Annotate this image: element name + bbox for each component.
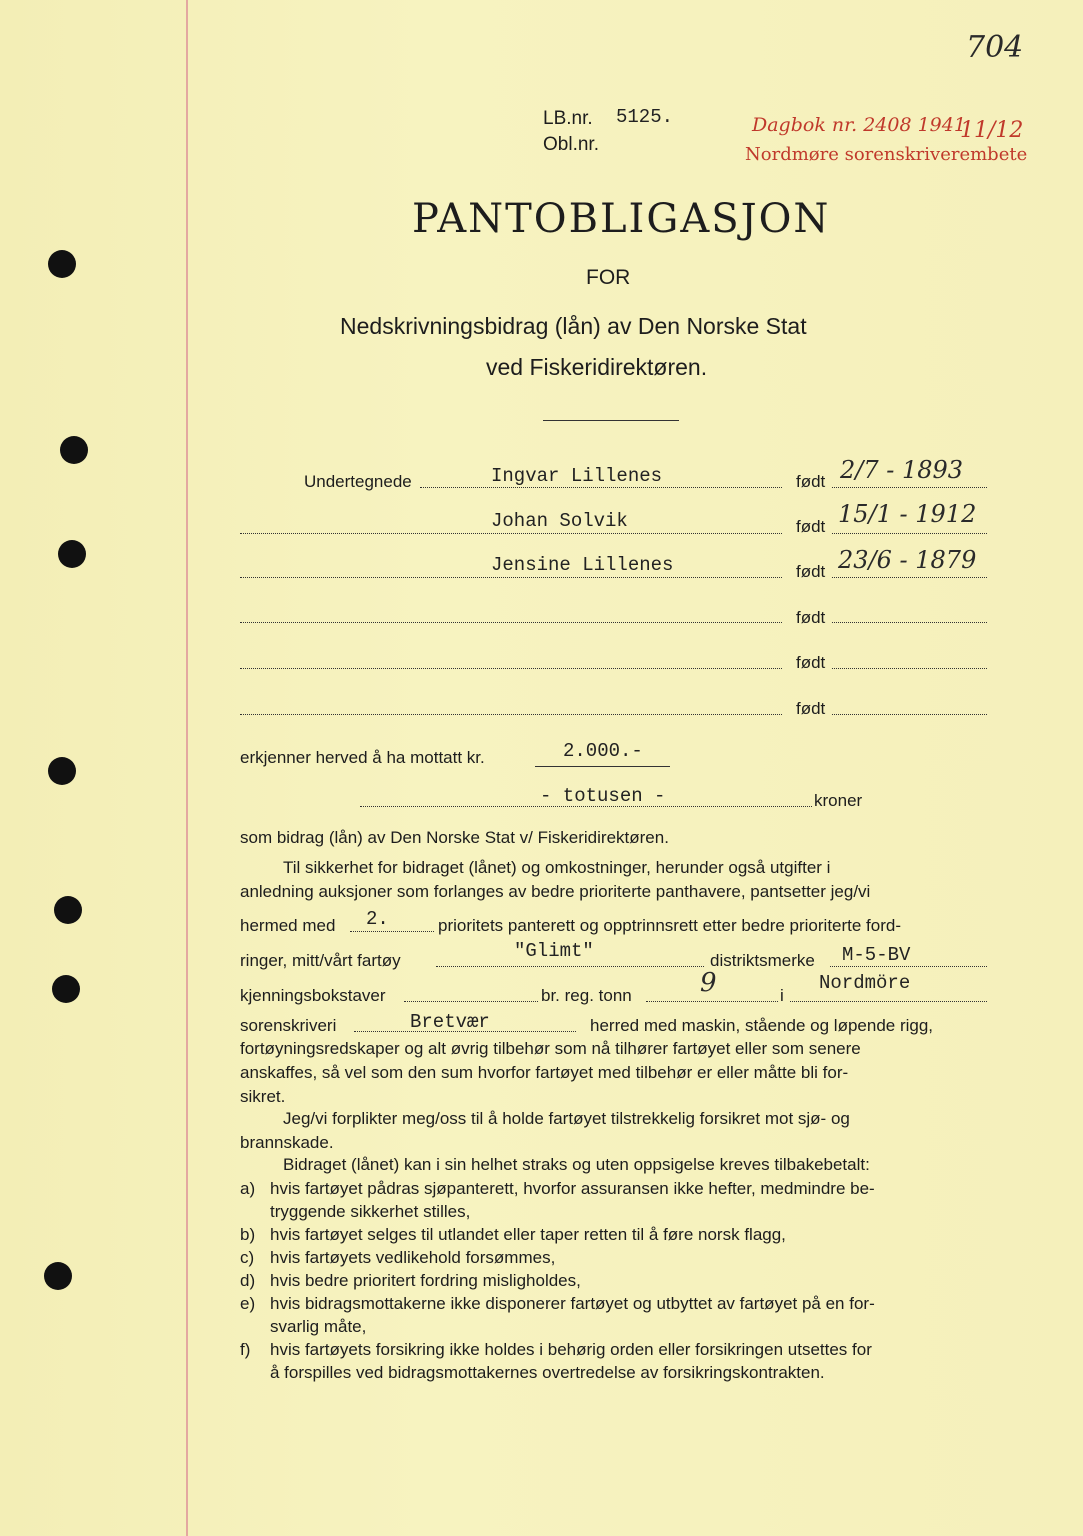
- punch-hole: [48, 250, 76, 278]
- dotted-line: [420, 487, 782, 488]
- margin-line: [186, 0, 188, 1536]
- sikkerhet-line7: anskaffes, så vel som den sum hvorfor fartøyet med tilbehør er eller måtte bli for-: [240, 1063, 849, 1082]
- distrikt-value: M-5-BV: [842, 944, 911, 966]
- punch-hole: [48, 757, 76, 785]
- punch-hole: [58, 540, 86, 568]
- list-item-cont: tryggende sikkerhet stilles,: [270, 1202, 471, 1221]
- born-date: 2/7 - 1893: [840, 456, 964, 484]
- born-label: født: [796, 653, 826, 672]
- list-letter: f): [240, 1340, 251, 1359]
- ringer-label: ringer, mitt/vårt fartøy: [240, 951, 401, 970]
- priority-value: 2.: [366, 908, 389, 930]
- dotted-line: [790, 1001, 987, 1002]
- list-item: hvis fartøyets vedlikehold forsømmes,: [270, 1248, 556, 1267]
- dotted-line: [832, 533, 987, 534]
- list-item: hvis fartøyets forsikring ikke holdes i behørig orden eller forsikringen utsettes for: [270, 1340, 872, 1359]
- dotted-line: [832, 577, 987, 578]
- dotted-line: [832, 487, 987, 488]
- dagbok-stamp: Dagbok nr. 2408 1941: [752, 114, 966, 136]
- forplikter-line2: brannskade.: [240, 1133, 334, 1152]
- dotted-line: [436, 966, 704, 967]
- kjenn-label: kjenningsbokstaver: [240, 986, 386, 1005]
- sikkerhet-line6: fortøyningsredskaper og alt øvrig tilbehør som nå tilhører fartøyet eller som senere: [240, 1039, 861, 1058]
- born-date: 23/6 - 1879: [838, 546, 977, 574]
- hermed-label: hermed med: [240, 916, 336, 935]
- lb-nr-value: 5125.: [616, 106, 674, 128]
- subtitle-line2: ved Fiskeridirektøren.: [486, 354, 708, 380]
- tonn-value: 9: [700, 968, 717, 998]
- brreg-label: br. reg. tonn: [541, 986, 632, 1005]
- herred-value: Bretvær: [410, 1011, 490, 1033]
- list-item: hvis fartøyet selges til utlandet eller taper retten til å føre norsk flagg,: [270, 1225, 786, 1244]
- distrikt-label: distriktsmerke: [710, 951, 815, 970]
- punch-hole: [44, 1262, 72, 1290]
- dotted-line: [646, 1001, 778, 1002]
- dotted-line: [240, 577, 782, 578]
- list-item-cont: å forspilles ved bidragsmottakernes overtredelse av forsikringskontrakten.: [270, 1363, 825, 1382]
- born-date: 15/1 - 1912: [838, 500, 977, 528]
- office-stamp: Nordmøre sorenskriverembete: [745, 144, 1028, 165]
- list-letter: a): [240, 1179, 256, 1198]
- forplikter-line1: Jeg/vi forplikter meg/oss til å holde fartøyet tilstrekkelig forsikret mot sjø- og: [283, 1109, 850, 1128]
- signatory-name: Johan Solvik: [491, 510, 628, 532]
- lb-nr-label: LB.nr.: [543, 108, 593, 129]
- list-letter: b): [240, 1225, 256, 1244]
- vessel-name: "Glimt": [514, 940, 594, 962]
- list-item: hvis fartøyet pådras sjøpanterett, hvorfor assuransen ikke hefter, medmindre be-: [270, 1179, 875, 1198]
- born-label: født: [796, 472, 826, 491]
- signatory-name: Ingvar Lillenes: [491, 465, 663, 487]
- bidrag-line: som bidrag (lån) av Den Norske Stat v/ Fiskeridirektøren.: [240, 828, 669, 847]
- for-label: FOR: [586, 266, 631, 289]
- sikkerhet-line3: prioritets panterett og opptrinnsrett etter bedre prioriterte ford-: [438, 916, 902, 935]
- born-label: født: [796, 608, 826, 627]
- punch-hole: [60, 436, 88, 464]
- herred-rest: herred med maskin, stående og løpende rigg,: [590, 1016, 934, 1035]
- punch-hole: [54, 896, 82, 924]
- born-label: født: [796, 517, 826, 536]
- amount-value: 2.000.-: [563, 740, 643, 762]
- sikkerhet-line2: anledning auksjoner som forlanges av bedre prioriterte panthavere, pantsetter jeg/vi: [240, 882, 871, 901]
- list-item: hvis bedre prioritert fordring misligholdes,: [270, 1271, 581, 1290]
- page-title: PANTOBLIGASJON: [412, 196, 831, 242]
- kroner-label: kroner: [814, 791, 863, 810]
- punch-hole: [52, 975, 80, 1003]
- page-number: 704: [966, 30, 1024, 65]
- amount-underline: [535, 766, 670, 767]
- list-letter: d): [240, 1271, 256, 1290]
- subtitle-line1: Nedskrivningsbidrag (lån) av Den Norske Stat: [340, 313, 807, 339]
- signatories-label: Undertegnede: [304, 472, 412, 491]
- i-label: i: [780, 986, 784, 1005]
- acknowledge-text: erkjenner herved å ha mottatt kr.: [240, 748, 485, 767]
- list-item-cont: svarlig måte,: [270, 1317, 367, 1336]
- stamp-date: 11/12: [960, 118, 1024, 143]
- soren-label: sorenskriveri: [240, 1016, 337, 1035]
- title-divider: [543, 420, 679, 421]
- dotted-line: [350, 931, 434, 932]
- dotted-line: [240, 533, 782, 534]
- dotted-line: [404, 1001, 538, 1002]
- dotted-line: [830, 966, 987, 967]
- dotted-line: [832, 622, 987, 623]
- list-letter: e): [240, 1294, 256, 1313]
- list-item: hvis bidragsmottakerne ikke disponerer fartøyet og utbyttet av fartøyet på en for-: [270, 1294, 875, 1313]
- dotted-line: [240, 668, 782, 669]
- signatory-name: Jensine Lillenes: [491, 554, 674, 576]
- obl-nr-label: Obl.nr.: [543, 134, 599, 155]
- born-label: født: [796, 562, 826, 581]
- amount-words: - totusen -: [540, 785, 666, 807]
- dotted-line: [832, 668, 987, 669]
- dotted-line: [240, 714, 782, 715]
- sikkerhet-line8: sikret.: [240, 1087, 286, 1106]
- dotted-line: [832, 714, 987, 715]
- born-label: født: [796, 699, 826, 718]
- region-value: Nordmöre: [819, 972, 911, 994]
- bidraget-intro: Bidraget (lånet) kan i sin helhet straks og uten oppsigelse kreves tilbakebetalt:: [283, 1155, 870, 1174]
- dotted-line: [240, 622, 782, 623]
- list-letter: c): [240, 1248, 255, 1267]
- sikkerhet-line1: Til sikkerhet for bidraget (lånet) og omkostninger, herunder også utgifter i: [283, 858, 831, 877]
